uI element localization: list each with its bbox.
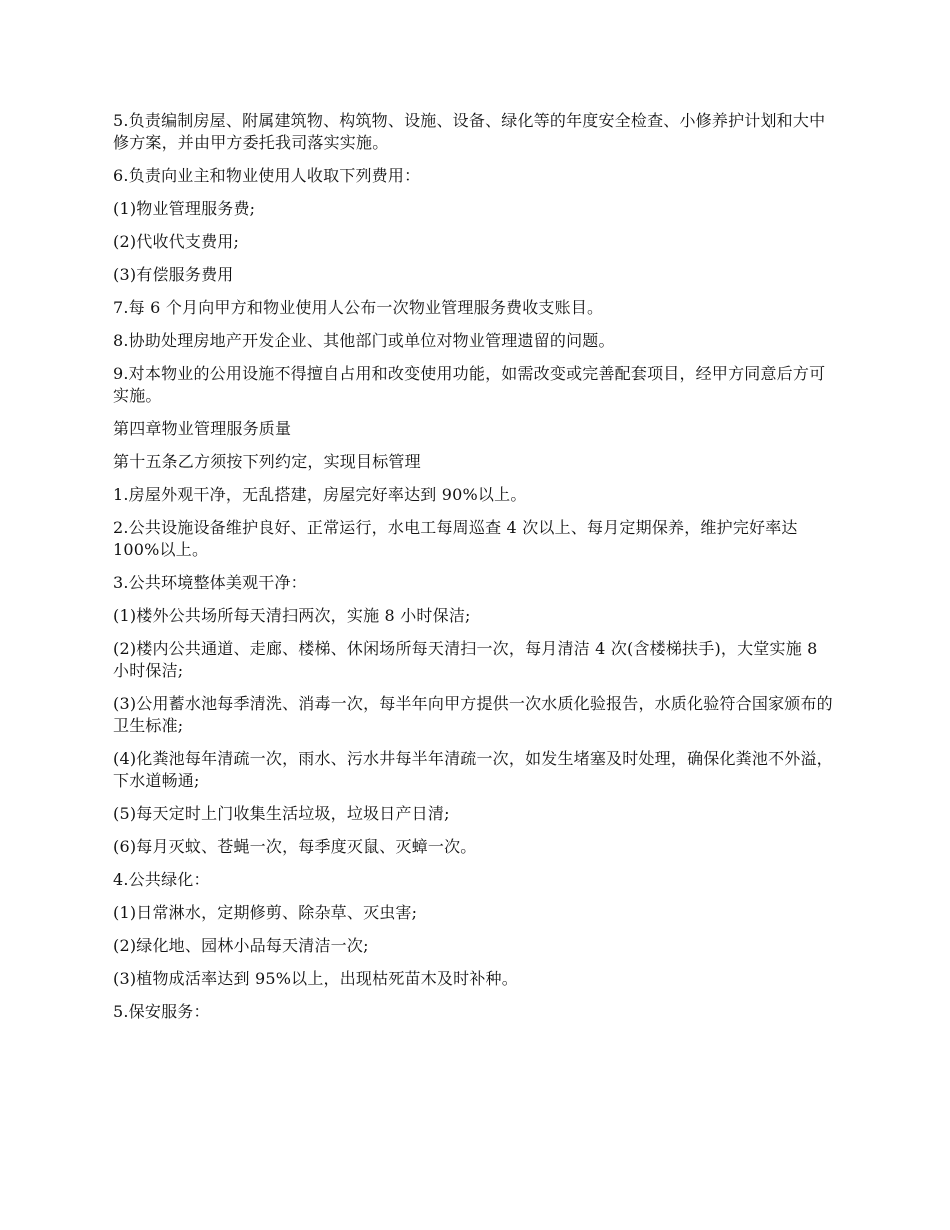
paragraph-fee-2: (2)代收代支费用; [113, 232, 240, 251]
paragraph-env-3: (3)公用蓄水池每季清洗、消毒一次，每半年向甲方提供一次水质化验报告，水质化验符合国家颁布的卫生标准; [113, 694, 833, 735]
paragraph-item-9-facilities: 9.对本物业的公用设施不得擅自占用和改变使用功能，如需改变或完善配套项目，经甲方同意后方可实施。 [113, 364, 826, 405]
paragraph-goal-1-housing: 1.房屋外观干净，无乱搭建，房屋完好率达到 90%以上。 [113, 485, 527, 504]
paragraph-item-6-fees: 6.负责向业主和物业使用人收取下列费用： [113, 166, 421, 185]
article-heading: 第十五条乙方须按下列约定，实现目标管理 [113, 452, 421, 471]
chapter-heading: 第四章物业管理服务质量 [113, 419, 292, 438]
paragraph-goal-2-equipment: 2.公共设施设备维护良好、正常运行，水电工每周巡查 4 次以上、每月定期保养，维护完好率达 100%以上。 [113, 518, 798, 559]
paragraph-env-5: (5)每天定时上门收集生活垃圾，垃圾日产日清; [113, 804, 450, 823]
paragraph-goal-3-environment: 3.公共环境整体美观干净： [113, 573, 307, 592]
paragraph-green-1: (1)日常淋水，定期修剪、除杂草、灭虫害; [113, 903, 418, 922]
paragraph-item-8-legacy: 8.协助处理房地产开发企业、其他部门或单位对物业管理遗留的问题。 [113, 331, 615, 350]
paragraph-fee-1: (1)物业管理服务费; [113, 199, 256, 218]
paragraph-item-7-accounts: 7.每 6 个月向甲方和物业使用人公布一次物业管理服务费收支账目。 [113, 298, 604, 317]
paragraph-env-2: (2)楼内公共通道、走廊、楼梯、休闲场所每天清扫一次，每月清洁 4 次(含楼梯扶手)，大堂实施 8 小时保洁; [113, 639, 818, 680]
paragraph-env-6: (6)每月灭蚊、苍蝇一次，每季度灭鼠、灭蟑一次。 [113, 837, 477, 856]
paragraph-green-2: (2)绿化地、园林小品每天清洁一次; [113, 936, 369, 955]
paragraph-fee-3: (3)有偿服务费用 [113, 265, 234, 284]
paragraph-env-1: (1)楼外公共场所每天清扫两次，实施 8 小时保洁; [113, 606, 471, 625]
paragraph-goal-4-greening: 4.公共绿化： [113, 870, 210, 889]
paragraph-item-5-planning: 5.负责编制房屋、附属建筑物、构筑物、设施、设备、绿化等的年度安全检查、小修养护计划和大中修方案，并由甲方委托我司落实实施。 [113, 111, 826, 152]
paragraph-env-4: (4)化粪池每年清疏一次，雨水、污水井每半年清疏一次，如发生堵塞及时处理，确保化粪池不外溢，下水道畅通; [113, 749, 833, 790]
paragraph-green-3: (3)植物成活率达到 95%以上，出现枯死苗木及时补种。 [113, 969, 518, 988]
paragraph-goal-5-security: 5.保安服务： [113, 1002, 210, 1021]
